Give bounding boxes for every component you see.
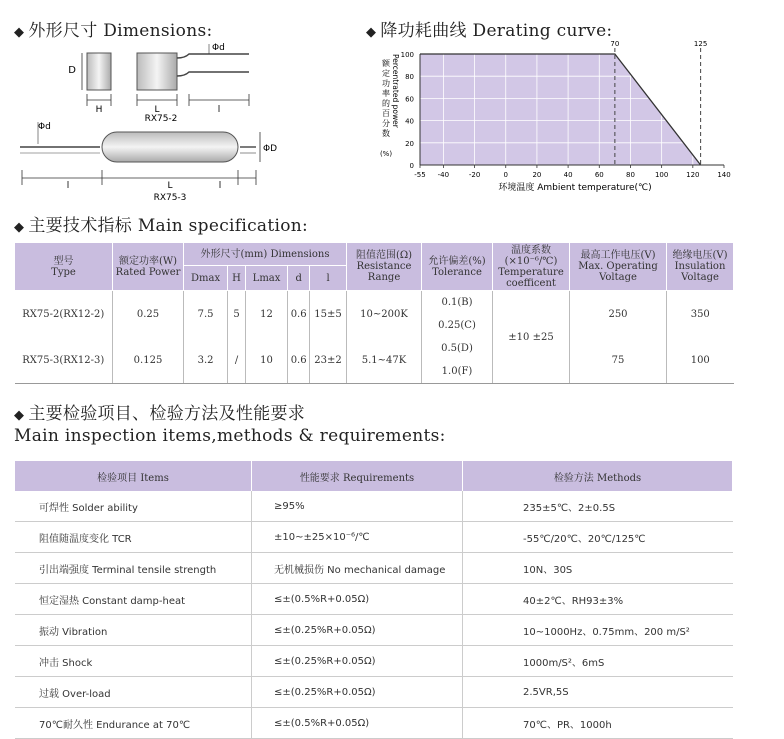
rx75-3-body <box>102 132 238 162</box>
y-axis-label-char: 功 <box>382 79 390 88</box>
label-L-2: L <box>167 181 173 191</box>
x-tick-label: 0 <box>503 171 508 179</box>
label-phi-d: Φd <box>212 43 225 53</box>
cell-tempco: ±10 ±25 <box>493 291 570 384</box>
derating-chart <box>362 40 742 200</box>
table-row <box>15 708 733 739</box>
cell-H: 5 <box>228 291 246 338</box>
diamond-bullet-icon: ◆ <box>14 220 25 235</box>
cell-method: 2.5VR,5S <box>463 677 733 708</box>
inspection-table <box>15 461 733 739</box>
cell-power: 0.125 <box>113 337 184 384</box>
cell-l: 15±5 <box>310 291 347 338</box>
table-row <box>15 584 733 615</box>
table-row <box>15 615 733 646</box>
x-tick-label: 80 <box>626 171 635 179</box>
cell-requirement: ±10~±25×10⁻⁶/℃ <box>252 522 463 553</box>
cell-d: 0.6 <box>288 291 310 338</box>
cell-maxv: 75 <box>570 337 667 384</box>
y-tick-label: 40 <box>405 117 414 126</box>
th-h: H <box>228 266 246 291</box>
cell-item: 恒定湿热 Constant damp-heat <box>15 584 252 615</box>
inspection-title-cn: ◆ 主要检验项目、检验方法及性能要求 <box>14 404 306 424</box>
x-tick-label: 140 <box>717 171 731 179</box>
x-tick-label: 120 <box>686 171 700 179</box>
cell-item: 振动 Vibration <box>15 615 252 646</box>
cell-requirement: ≤±(0.5%R+0.05Ω) <box>252 584 463 615</box>
y-axis-label-char: 的 <box>382 99 390 108</box>
y-axis-label-cn <box>382 58 391 138</box>
derating-title: ◆ 降功耗曲线 Derating curve: <box>366 21 613 41</box>
y-axis-label-char: 数 <box>382 129 390 138</box>
th-tolerance: 允许偏差(%) Tolerance <box>422 243 493 291</box>
tolerance-B: 0.1(B) <box>441 297 473 308</box>
th-insulation-voltage: 绝缘电压(V) Insulation Voltage <box>667 243 734 291</box>
cell-D: 7.5 <box>184 291 228 338</box>
cell-method: 10~1000Hz、0.75mm、200 m/S² <box>463 615 733 646</box>
th-dimensions: 外形尺寸(mm) Dimensions <box>184 243 347 266</box>
label-H: H <box>95 105 103 115</box>
inspection-title-en: Main inspection items,methods & requirements: <box>14 426 446 446</box>
cell-L: 10 <box>245 337 287 384</box>
th-resistance: 阻值范围(Ω) Resistance Range <box>347 243 422 291</box>
label-l-3: l <box>218 181 222 191</box>
rx75-2-front-body <box>87 53 111 90</box>
table-row <box>15 646 733 677</box>
vline-label-70: 70 <box>610 40 620 48</box>
th-lmax: Lmax <box>245 266 287 291</box>
x-tick-label: 20 <box>532 171 542 179</box>
dimensions-drawing <box>20 40 280 210</box>
cell-type: RX75-2(RX12-2) <box>22 308 105 320</box>
cell-method: 10N、30S <box>463 553 733 584</box>
y-axis-label-char: 分 <box>382 119 390 128</box>
cell-D: 3.2 <box>184 337 228 384</box>
label-l-2: l <box>66 181 70 191</box>
cell-maxv: 250 <box>570 291 667 338</box>
cell-requirement: ≤±(0.25%R+0.05Ω) <box>252 615 463 646</box>
vline-label-125: 125 <box>693 40 708 48</box>
cell-method: 235±5℃、2±0.5S <box>463 491 733 522</box>
x-tick-label: -55 <box>414 171 426 179</box>
cell-item: 引出端强度 Terminal tensile strength <box>15 553 252 584</box>
cell-item: 阻值随温度变化 TCR <box>15 522 252 553</box>
y-axis-label-char: 额 <box>382 59 390 68</box>
rx75-2-side-body <box>137 53 177 90</box>
tolerance-D: 0.5(D) <box>441 343 473 354</box>
y-axis-label-char: 百 <box>382 109 390 118</box>
label-D: D <box>68 65 76 76</box>
y-axis-label-unit: (%) <box>379 150 393 158</box>
cell-method: -55℃/20℃、20℃/125℃ <box>463 522 733 553</box>
cell-insv: 100 <box>667 337 734 384</box>
label-phi-d-2: Φd <box>38 122 51 132</box>
tolerance-C: 0.25(C) <box>438 320 476 331</box>
th-type: 型号 Type <box>15 243 113 291</box>
cell-method: 1000m/S²、6mS <box>463 646 733 677</box>
cell-range: 5.1~47K <box>347 337 422 384</box>
y-axis-label-char: 率 <box>382 89 390 98</box>
cell-tolerance <box>422 291 493 384</box>
cell-l: 23±2 <box>310 337 347 384</box>
diamond-bullet-icon: ◆ <box>14 25 25 40</box>
table-row <box>15 522 733 553</box>
spec-table <box>14 242 734 384</box>
table-row <box>15 677 733 708</box>
tolerance-F: 1.0(F) <box>441 366 473 377</box>
cell-item: 冲击 Shock <box>15 646 252 677</box>
table-row <box>15 491 733 522</box>
x-tick-label: -40 <box>437 171 450 179</box>
table-row <box>15 291 734 338</box>
table-row <box>15 553 733 584</box>
cell-requirement: ≥95% <box>252 491 463 522</box>
rx75-2-label: RX75-2 <box>144 114 178 124</box>
cell-requirement: ≤±(0.5%R+0.05Ω) <box>252 708 463 739</box>
cell-item: 70℃耐久性 Endurance at 70℃ <box>15 708 252 739</box>
cell-L: 12 <box>245 291 287 338</box>
th-d: d <box>288 266 310 291</box>
x-axis-label: 环境温度 Ambient temperature(℃) <box>498 183 652 193</box>
cell-method: 40±2℃、RH93±3% <box>463 584 733 615</box>
th-tempco: 温度系数 (×10⁻⁶/℃) Temperature coefficent <box>493 243 570 291</box>
y-tick-label: 100 <box>400 51 414 59</box>
y-tick-label: 20 <box>405 139 414 148</box>
cell-method: 70℃、PR、1000h <box>463 708 733 739</box>
x-tick-label: 100 <box>654 171 669 179</box>
cell-requirement: ≤±(0.25%R+0.05Ω) <box>252 677 463 708</box>
y-axis-label-char: 定 <box>382 69 390 78</box>
cell-d: 0.6 <box>288 337 310 384</box>
cell-requirement: ≤±(0.25%R+0.05Ω) <box>252 646 463 677</box>
th-dmax: Dmax <box>184 266 228 291</box>
diamond-bullet-icon: ◆ <box>366 25 377 40</box>
y-tick-label: 0 <box>409 162 414 170</box>
table-row <box>15 337 734 384</box>
cell-item: 可焊性 Solder ability <box>15 491 252 522</box>
x-tick-label: 60 <box>594 171 604 179</box>
th-power: 额定功率(W) Rated Power <box>113 243 184 291</box>
label-L: L <box>154 105 160 115</box>
y-tick-label: 60 <box>405 95 414 104</box>
y-axis-label-en: Percentrated power <box>391 54 400 128</box>
cell-range: 10~200K <box>347 291 422 338</box>
cell-power: 0.25 <box>113 291 184 338</box>
label-phi-D: ΦD <box>263 144 278 154</box>
x-tick-label: 40 <box>563 171 573 179</box>
cell-requirement: 无机械损伤 No mechanical damage <box>252 553 463 584</box>
th-items: 检验项目 Items <box>15 461 252 491</box>
rx75-3-label: RX75-3 <box>153 193 187 203</box>
cell-insv: 350 <box>667 291 734 338</box>
th-methods: 检验方法 Methods <box>463 461 733 491</box>
th-max-voltage: 最高工作电压(V) Max. Operating Voltage <box>570 243 667 291</box>
label-l: l <box>217 105 221 115</box>
cell-type: RX75-3(RX12-3) <box>15 337 113 384</box>
y-tick-label: 80 <box>405 73 414 82</box>
th-requirements: 性能要求 Requirements <box>252 461 463 491</box>
dimensions-title: ◆ 外形尺寸 Dimensions: <box>14 21 213 41</box>
cell-H: / <box>228 337 246 384</box>
th-l: l <box>310 266 347 291</box>
spec-title: ◆ 主要技术指标 Main specification: <box>14 216 309 236</box>
x-tick-label: -20 <box>468 171 481 179</box>
cell-item: 过载 Over-load <box>15 677 252 708</box>
diamond-bullet-icon: ◆ <box>14 408 25 423</box>
